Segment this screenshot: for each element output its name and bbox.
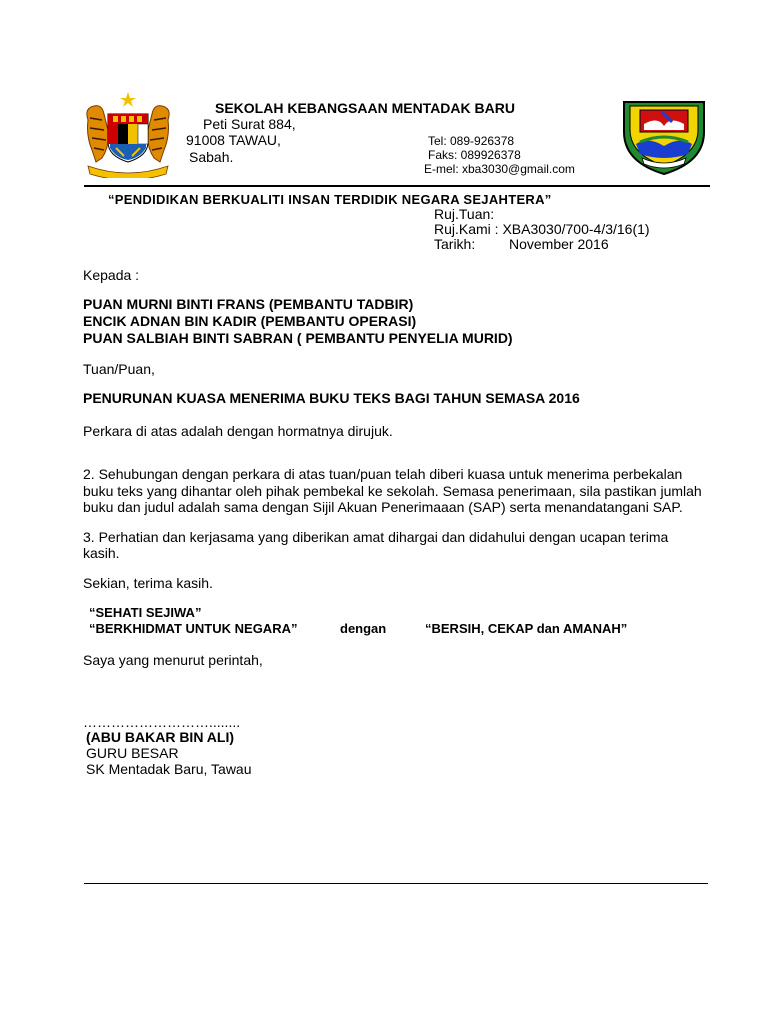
address-line-3: Sabah. [189,149,234,165]
school-motto: “PENDIDIKAN BERKUALITI INSAN TERDIDIK NEGARA SEJAHTERA” [108,192,552,207]
saya-yang-menurut: Saya yang menurut perintah, [83,652,263,668]
address-line-2: 91008 TAWAU, [186,132,281,148]
recipient-line: PUAN SALBIAH BINTI SABRAN ( PEMBANTU PENYELIA MURID) [83,330,513,346]
kepada-label: Kepada : [83,267,140,283]
school-crest-icon [618,96,710,176]
signature-dots: ………………………........ [83,714,241,730]
signatory-name: (ABU BAKAR BIN ALI) [86,729,235,745]
header-divider [84,185,710,187]
footer-divider [84,883,708,884]
paragraph-2-line: buku teks yang dihantar oleh pihak pembekal ke sekolah. Semasa penerimaan, sila pastikan jumlah [83,483,702,499]
paragraph-3-line: kasih. [83,545,120,561]
paragraph-1: Perkara di atas adalah dengan hormatnya dirujuk. [83,423,393,439]
recipient-line: ENCIK ADNAN BIN KADIR (PEMBANTU OPERASI) [83,313,417,329]
slogan-bersih: “BERSIH, CEKAP dan AMANAH” [425,621,628,636]
fax: Faks: 089926378 [428,148,521,162]
address-line-1: Peti Surat 884, [203,116,296,132]
paragraph-3-line: 3. Perhatian dan kerjasama yang diberikan amat dihargai dan didahului dengan ucapan terima [83,529,669,545]
coat-of-arms-icon [80,90,176,178]
subject-heading: PENURUNAN KUASA MENERIMA BUKU TEKS BAGI TAHUN SEMASA 2016 [83,390,580,406]
tarikh-label: Tarikh: [434,236,476,252]
school-crest-logo [618,96,710,176]
email: E-mel: xba3030@gmail.com [424,162,575,176]
ruj-tuan: Ruj.Tuan: [434,206,495,222]
signatory-org: SK Mentadak Baru, Tawau [86,761,252,777]
salutation: Tuan/Puan, [83,361,155,377]
tarikh-value: November 2016 [509,236,609,252]
recipient-line: PUAN MURNI BINTI FRANS (PEMBANTU TADBIR) [83,296,414,312]
telephone: Tel: 089-926378 [428,134,515,148]
slogan-berkhidmat: “BERKHIDMAT UNTUK NEGARA” [89,621,298,636]
paragraph-2-line: buku dan judul adalah sama dengan Sijil Akuan Penerimaaan (SAP) serta menandatangani SAP. [83,499,683,515]
ruj-kami: Ruj.Kami : XBA3030/700-4/3/16(1) [434,221,650,237]
coat-of-arms-logo [80,90,176,178]
paragraph-2-line: 2. Sehubungan dengan perkara di atas tuan/puan telah diberi kuasa untuk menerima perbekalan [83,466,683,482]
signatory-title: GURU BESAR [86,745,179,761]
school-name: SEKOLAH KEBANGSAAN MENTADAK BARU [215,100,515,116]
slogan-dengan: dengan [340,621,387,636]
slogan-sehati: “SEHATI SEJIWA” [89,605,202,620]
closing-line: Sekian, terima kasih. [83,575,213,591]
